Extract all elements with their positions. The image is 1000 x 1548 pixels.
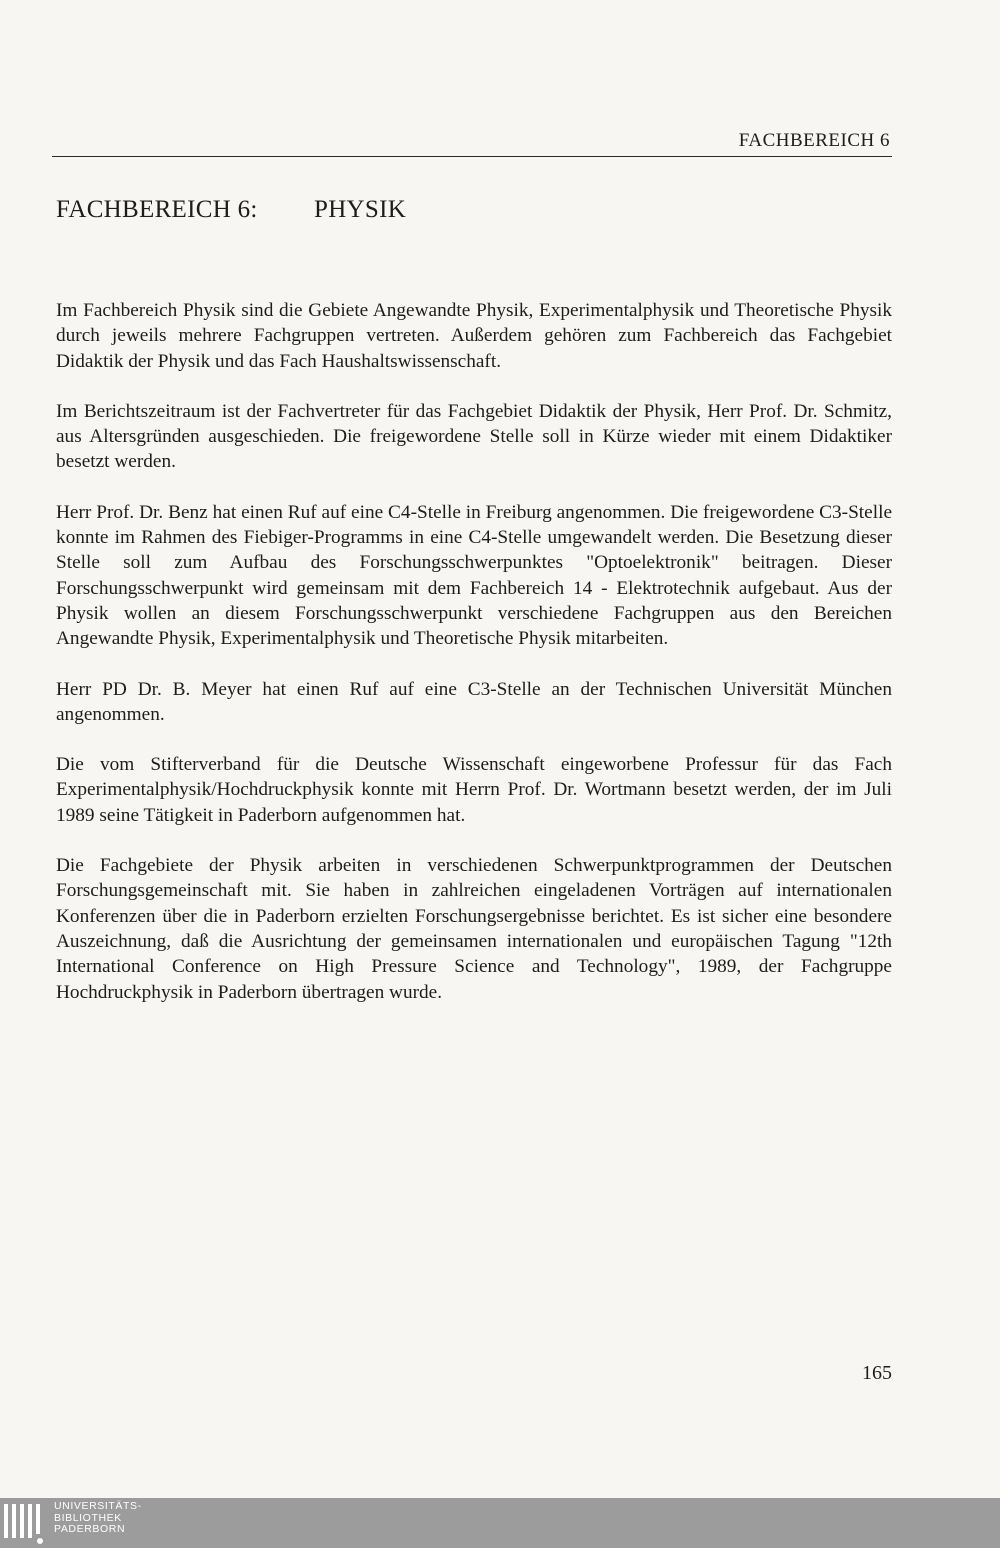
paragraph: Herr Prof. Dr. Benz hat einen Ruf auf eine C4-Stelle in Freiburg angenommen. Die freigewordene C3-Stelle konnte im Rahmen des Fiebiger-Programms in eine C4-Stelle umgewandelt werden. Die Besetzung dieser Stelle soll zum Aufbau des Forschungsschwerpunktes "Optoelektronik" beitragen. Dieser Forschungsschwerpunkt wird gemeinsam mit dem Fachbereich 14 - Elektrotechnik aufgebaut. Aus der Physik wollen an diesem Forschungsschwerpunkt verschiedene Fachgruppen aus den Bereichen Angewandte Physik, Experimentalphysik und Theoretische Physik mitarbeiten. (56, 501, 892, 650)
library-name (54, 1501, 142, 1536)
paragraph: Die Fachgebiete der Physik arbeiten in verschiedenen Schwerpunktprogrammen der Deutschen Forschungsgemeinschaft mit. Sie haben in zahlreichen eingeladenen Vorträgen auf internationalen Konferenzen über die in Paderborn erzielten Forschungsergebnisse berichtet. Es ist sicher eine besondere Auszeichnung, daß die Ausrichtung der gemeinsamen internationalen und europäischen Tagung "12th International Conference on High Pressure Science and Technology", 1989, der Fachgruppe Hochdruckphysik in Paderborn übertragen wurde. (56, 855, 892, 1003)
paragraph: Herr PD Dr. B. Meyer hat einen Ruf auf eine C3-Stelle an der Technischen Universität München angenommen. (56, 678, 892, 725)
paragraph: Die vom Stifterverband für die Deutsche Wissenschaft eingeworbene Professur für das Fach Experimentalphysik/Hochdruckphysik konnte mit Herrn Prof. Dr. Wortmann besetzt werden, der im Juli 1989 seine Tätigkeit in Paderborn aufgenommen hat. (56, 754, 892, 826)
chapter-title: PHYSIK (314, 196, 407, 223)
paragraph: Im Fachbereich Physik sind die Gebiete Angewandte Physik, Experimentalphysik und Theoretische Physik durch jeweils mehrere Fachgruppen vertreten. Außerdem gehören zum Fachbereich das Fachgebiet Didaktik der Physik und das Fach Haushaltswissenschaft. (56, 300, 892, 372)
body-text (56, 298, 892, 1030)
library-footer (0, 1498, 1000, 1548)
paragraph: Im Berichtszeitraum ist der Fachvertreter für das Fachgebiet Didaktik der Physik, Herr Prof. Dr. Schmitz, aus Altersgründen ausgeschieden. Die freigewordene Stelle soll in Kürze wieder mit einem Didaktiker besetzt werden. (56, 400, 892, 473)
page-header (52, 128, 892, 157)
library-name-line: BIBLIOTHEK (54, 1511, 122, 1524)
library-logo-icon (4, 1504, 44, 1542)
chapter-heading (56, 196, 406, 224)
running-head: FACHBEREICH 6 (738, 130, 890, 151)
library-name-line: PADERBORN (54, 1523, 126, 1535)
page-number: 165 (862, 1362, 892, 1384)
chapter-label: FACHBEREICH 6: (56, 196, 258, 223)
logo-dot-icon (37, 1538, 43, 1544)
library-name-line: UNIVERSITÄTS- (54, 1500, 142, 1512)
